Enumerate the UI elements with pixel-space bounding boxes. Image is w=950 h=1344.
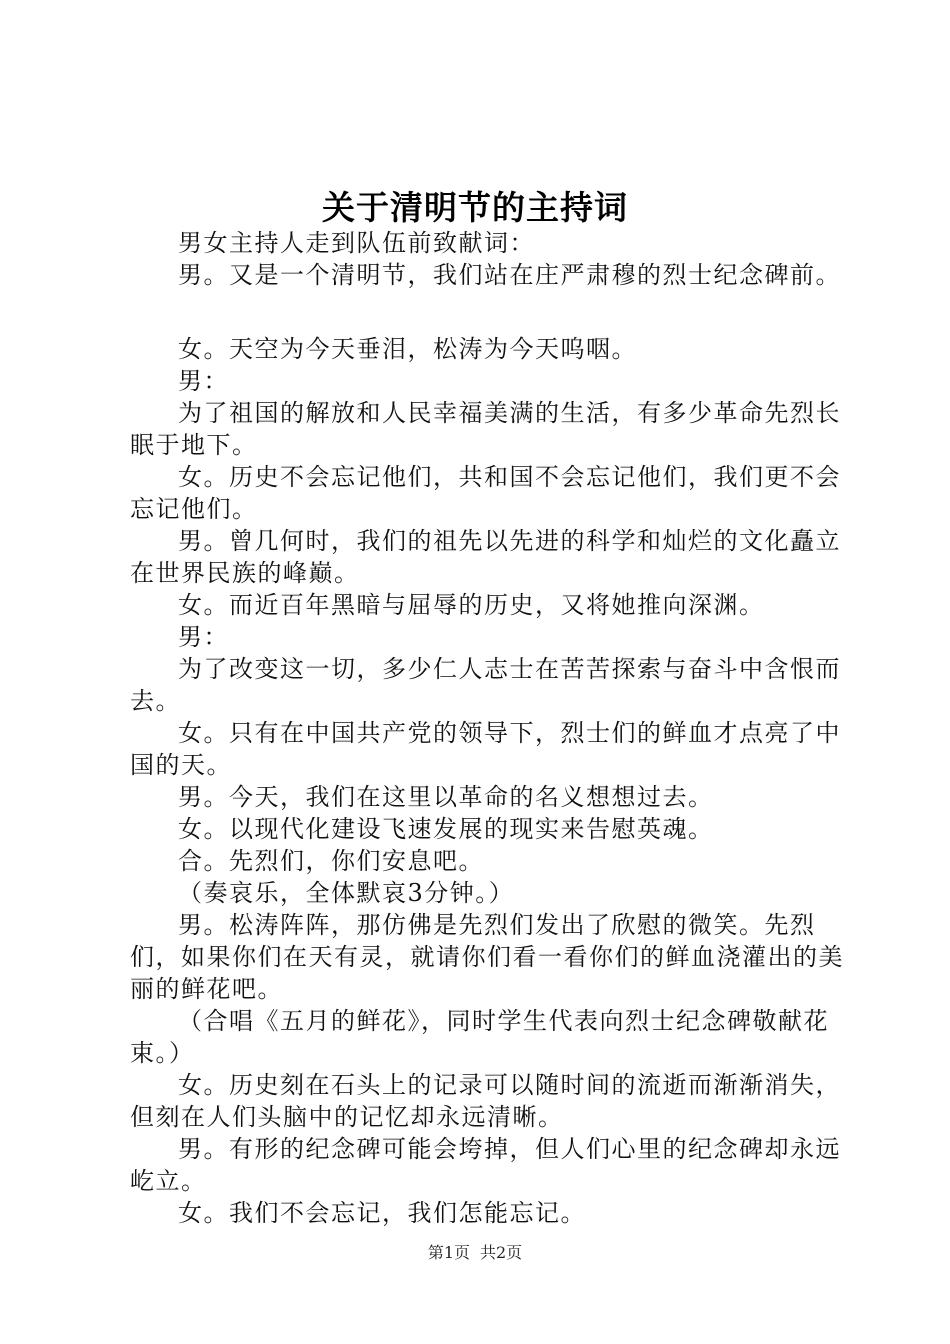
paragraph-female-1: 女。天空为今天垂泪，松涛为今天呜咽。 bbox=[178, 335, 637, 363]
page-footer bbox=[0, 1241, 950, 1265]
paragraph-male-3: 男。曾几何时，我们的祖先以先进的科学和灿烂的文化矗立在世界民族的峰巅。 bbox=[130, 527, 841, 587]
paragraph-male-1: 男。又是一个清明节，我们站在庄严肃穆的烈士纪念碑前。 bbox=[178, 261, 841, 289]
paragraph-female-2: 女。历史不会忘记他们，共和国不会忘记他们，我们更不会忘记他们。 bbox=[130, 463, 841, 523]
paragraph-male-label-2: 男： bbox=[178, 623, 229, 651]
document-body bbox=[130, 227, 850, 1229]
paragraph-male-5: 男。今天，我们在这里以革命的名义想想过去。 bbox=[178, 783, 714, 811]
paragraph-male-7: 男。有形的纪念碑可能会垮掉，但人们心里的纪念碑却永远屹立。 bbox=[130, 1135, 841, 1195]
paragraph-stage-direction-1: （奏哀乐，全体默哀3分钟。） bbox=[178, 879, 515, 907]
paragraph-female-3: 女。而近百年黑暗与屈辱的历史，又将她推向深渊。 bbox=[178, 591, 765, 619]
paragraph-intro: 男女主持人走到队伍前致献词： bbox=[178, 229, 535, 257]
paragraph-spacer bbox=[130, 291, 850, 333]
paragraph-female-6: 女。历史刻在石头上的记录可以随时间的流逝而渐渐消失，但刻在人们头脑中的记忆却永远清晰。 bbox=[130, 1071, 841, 1131]
paragraph-female-5: 女。以现代化建设飞速发展的现实来告慰英魂。 bbox=[178, 815, 714, 843]
paragraph-female-7: 女。我们不会忘记，我们怎能忘记。 bbox=[178, 1199, 586, 1227]
paragraph-male-4: 为了改变这一切，多少仁人志士在苦苦探索与奋斗中含恨而去。 bbox=[130, 655, 841, 715]
paragraph-female-4: 女。只有在中国共产党的领导下，烈士们的鲜血才点亮了中国的天。 bbox=[130, 719, 841, 779]
paragraph-together-1: 合。先烈们，你们安息吧。 bbox=[178, 847, 484, 875]
paragraph-male-2: 为了祖国的解放和人民幸福美满的生活，有多少革命先烈长眠于地下。 bbox=[130, 399, 841, 459]
paragraph-male-label-1: 男： bbox=[178, 367, 229, 395]
document-title: 关于清明节的主持词 bbox=[322, 188, 628, 227]
page-total: 共2页 bbox=[480, 1243, 523, 1262]
paragraph-male-6: 男。松涛阵阵，那仿佛是先烈们发出了欣慰的微笑。先烈们，如果你们在天有灵，就请你们看一看你们的鲜血浇灌出的美丽的鲜花吧。 bbox=[130, 911, 844, 1003]
page-number: 第1页 bbox=[427, 1243, 470, 1262]
paragraph-stage-direction-2: （合唱《五月的鲜花》，同时学生代表向烈士纪念碑敬献花束。） bbox=[130, 1007, 829, 1067]
